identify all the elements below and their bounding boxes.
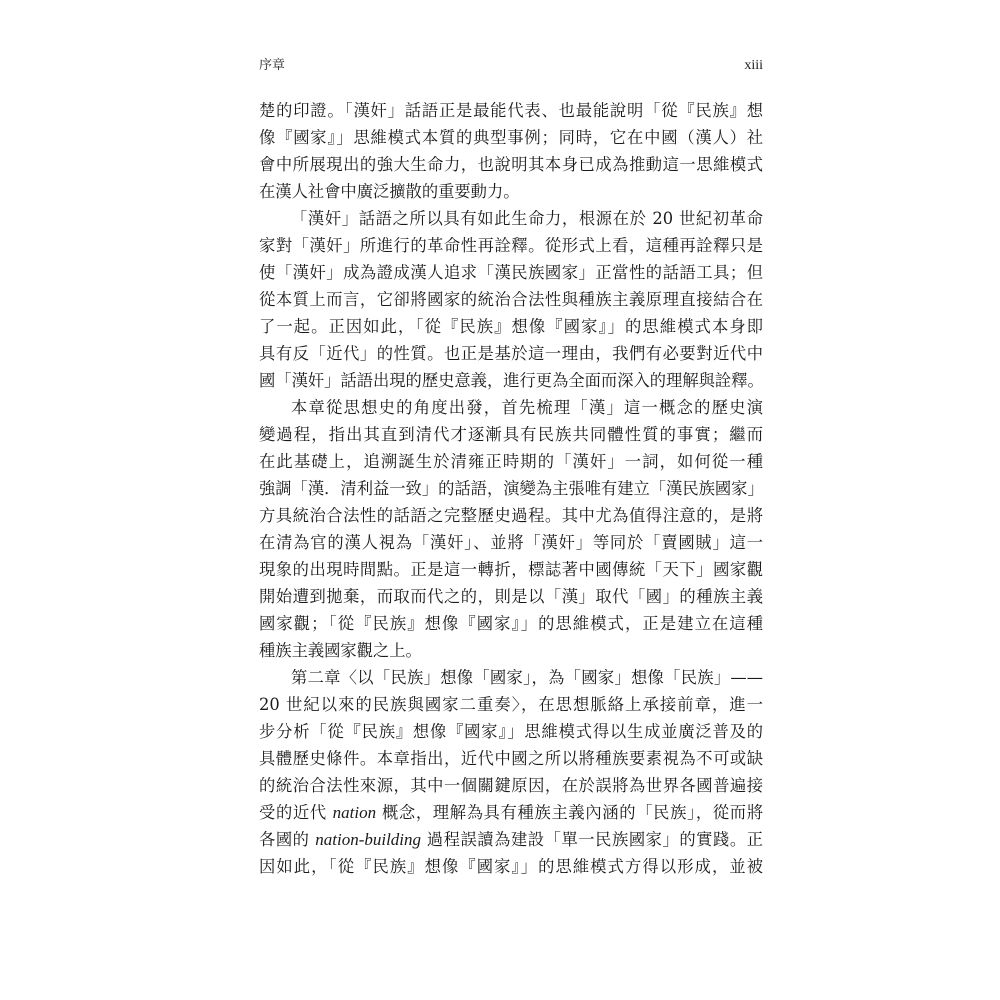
text-line — [259, 394, 763, 421]
text-segment: 國「漢奸」話語出現的歷史意義，進行更為全面而深入的理解與詮釋。 — [259, 371, 764, 390]
running-head — [259, 56, 763, 76]
text-line — [259, 664, 763, 691]
text-line — [259, 421, 763, 448]
text-segment: 在漢人社會中廣泛擴散的重要動力。 — [259, 182, 520, 201]
text-line — [259, 367, 763, 394]
text-line — [259, 745, 763, 772]
text-segment: 在清為官的漢人視為「漢奸」、並將「漢奸」等同於「賣國賊」這一 — [259, 533, 763, 552]
text-line — [259, 637, 763, 664]
text-segment: 各國的 — [259, 830, 316, 849]
text-segment: 使「漢奸」成為證成漢人追求「漢民族國家」正當性的話語工具；但 — [259, 263, 763, 282]
text-line — [259, 556, 763, 583]
text-segment: 因如此，「從『民族』想像『國家』」的思維模式方得以形成，並被 — [259, 857, 763, 876]
text-segment: 從本質上而言，它卻將國家的統治合法性與種族主義原理直接結合在 — [259, 290, 763, 309]
text-segment: 「漢奸」話語之所以具有如此生命力，根源在於 20 世紀初革命 — [291, 209, 763, 228]
text-segment: 具體歷史條件。本章指出，近代中國之所以將種族要素視為不可或缺 — [259, 749, 763, 768]
text-segment: 方具統治合法性的話語之完整歷史過程。其中尤為值得注意的，是將 — [259, 506, 763, 525]
text-line — [259, 529, 763, 556]
text-segment: 受的近代 — [259, 803, 333, 822]
text-segment: 20 世紀以來的民族與國家二重奏〉，在思想脈絡上承接前章，進一 — [259, 695, 763, 714]
text-line — [259, 259, 763, 286]
text-segment: 第二章〈以「民族」想像「國家」，為「國家」想像「民族」—— — [291, 668, 763, 687]
text-segment: 步分析「從『民族』想像『國家』」思維模式得以生成並廣泛普及的 — [259, 722, 763, 741]
text-line — [259, 691, 763, 718]
text-line — [259, 799, 763, 826]
italic-term: nation — [332, 803, 377, 822]
text-segment: 像『國家』」思維模式本質的典型事例；同時，它在中國（漢人）社 — [259, 128, 763, 147]
text-segment: 種族主義國家觀之上。 — [259, 641, 422, 660]
text-segment: 本章從思想史的角度出發，首先梳理「漢」這一概念的歷史演 — [291, 398, 763, 417]
text-segment: 過程誤讀為建設「單一民族國家」的實踐。正 — [421, 830, 763, 849]
text-line — [259, 232, 763, 259]
text-segment: 楚的印證。「漢奸」話語正是最能代表、也最能說明「從『民族』想 — [259, 101, 763, 120]
text-line — [259, 610, 763, 637]
page-number: xiii — [744, 58, 763, 73]
text-line — [259, 475, 763, 502]
text-segment: 了一起。正因如此，「從『民族』想像『國家』」的思維模式本身即 — [259, 317, 763, 336]
text-segment: 概念，理解為具有種族主義內涵的「民族」，從而將 — [376, 803, 763, 822]
text-line — [259, 124, 763, 151]
text-line — [259, 502, 763, 529]
text-line — [259, 583, 763, 610]
text-segment: 在此基礎上，追溯誕生於清雍正時期的「漢奸」一詞，如何從一種 — [259, 452, 763, 471]
text-line — [259, 772, 763, 799]
text-segment: 國家觀；「從『民族』想像『國家』」的思維模式，正是建立在這種 — [259, 614, 763, 633]
text-line — [259, 286, 763, 313]
text-line — [259, 205, 763, 232]
text-segment: 的統治合法性來源，其中一個關鍵原因，在於誤將為世界各國普遍接 — [259, 776, 763, 795]
text-line — [259, 826, 763, 853]
text-line — [259, 853, 763, 880]
text-segment: 具有反「近代」的性質。也正是基於這一理由，我們有必要對近代中 — [259, 344, 763, 363]
text-segment: 變過程，指出其直到清代才逐漸具有民族共同體性質的事實；繼而 — [259, 425, 763, 444]
text-segment: 現象的出現時間點。正是這一轉折，標誌著中國傳統「天下」國家觀 — [259, 560, 763, 579]
body-text — [259, 97, 763, 880]
text-segment: 家對「漢奸」所進行的革命性再詮釋。從形式上看，這種再詮釋只是 — [259, 236, 763, 255]
italic-term: nation-building — [315, 830, 422, 849]
text-line — [259, 718, 763, 745]
text-line — [259, 448, 763, 475]
text-segment: 開始遭到拋棄，而取而代之的，則是以「漢」取代「國」的種族主義 — [259, 587, 763, 606]
text-line — [259, 340, 763, 367]
text-line — [259, 97, 763, 124]
chapter-title: 序章 — [259, 58, 286, 73]
text-line — [259, 313, 763, 340]
text-segment: 強調「漢．清利益一致」的話語，演變為主張唯有建立「漢民族國家」 — [259, 479, 764, 498]
text-line — [259, 151, 763, 178]
text-segment: 會中所展現出的強大生命力，也說明其本身已成為推動這一思維模式 — [259, 155, 763, 174]
text-line — [259, 178, 763, 205]
